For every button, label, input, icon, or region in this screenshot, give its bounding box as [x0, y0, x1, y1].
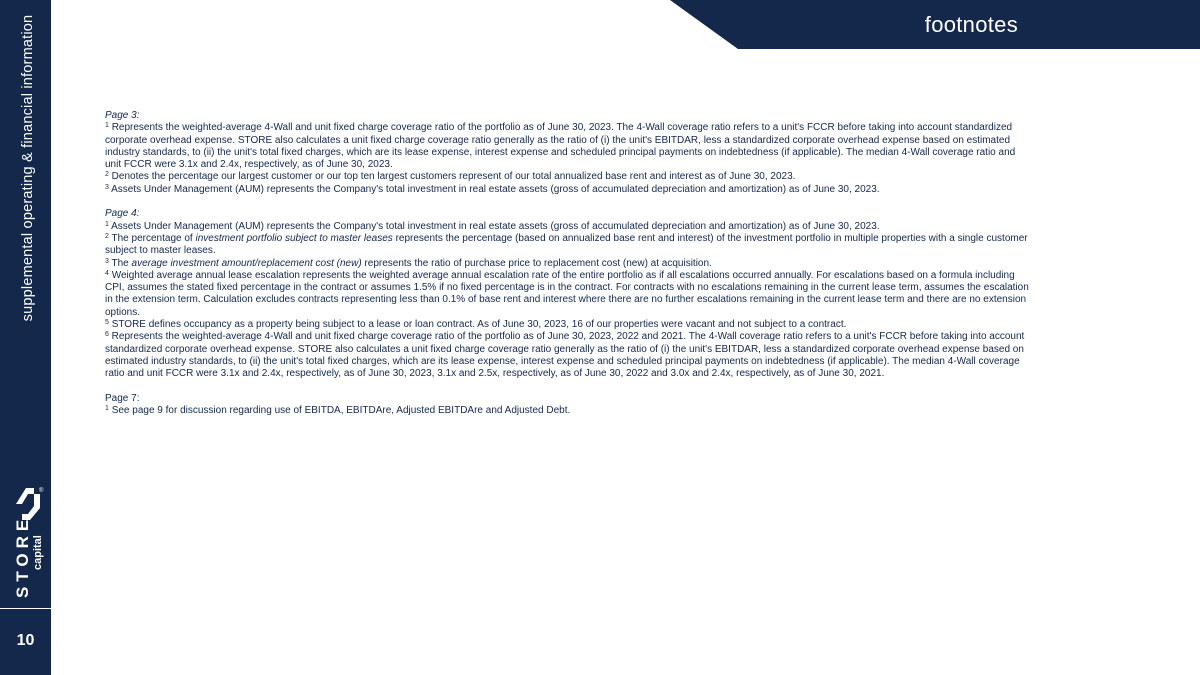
footnote: $^4$ Weighted average annual lease escalation represents the weighted average annual escalation rate of the entire portfolio as if all escalations occurred annually. For escalations based on a formula including CPI, assumes the stated fixed percentage in the contract or assumes 1.5% if no fixed percentage is in the contract. For contracts with no escalations remaining in the current lease term, assumes the escalation in the extension term. Calculation excludes contracts representing less than 0.1% of base rent and interest where there are no further escalations remaining in the current lease term and there are no extension options. [105, 269, 1029, 318]
footnote: $^2$ The percentage of investment portfolio subject to master leases represents the percentage (based on annualized base rent and interest) of the investment portfolio in multiple properties with a single customer subject to master leases. [105, 232, 1028, 257]
footnote: $^1$ Represents the weighted-average 4-Wall and unit fixed charge coverage ratio of the portfolio as of June 30, 2023. The 4-Wall coverage ratio refers to a unit's FCCR before taking into account standardized corporate overhead expense. STORE also calculates a unit fixed charge coverage ratio generally as the ratio of (i) the unit's EBITDAR, less a standardized corporate overhead expense based on estimated industry standards, to (ii) the unit's total fixed charges, which are its lease expense, interest expense and scheduled principal payments on indebtedness (if applicable). The median 4-Wall coverage ratio and unit FCCR were 3.1x and 2.4x, respectively, as of June 30, 2023. [105, 122, 1016, 171]
sidebar-divider [0, 608, 51, 609]
footnote: $^5$ STORE defines occupancy as a property being subject to a lease or loan contract. As of June 30, 2023, 16 of our properties were vacant and not subject to a contract. [105, 319, 847, 331]
sidebar-caption-text: supplemental operating & financial information [20, 14, 36, 322]
sidebar [0, 0, 51, 675]
footnote: $^6$ Represents the weighted-average 4-Wall and unit fixed charge coverage ratio of the portfolio as of June 30, 2023, 2022 and 2021. The 4-Wall coverage ratio refers to a unit's FCCR before taking into account standardized corporate overhead expense. STORE also calculates a unit fixed charge coverage ratio generally as the ratio of (i) the unit's EBITDAR, less a standardized corporate overhead expense based on estimated industry standards, to (ii) the unit's total fixed charges, which are its lease expense, interest expense and scheduled principal payments on indebtedness (if applicable). The median 4-Wall coverage ratio and unit FCCR were 3.1x and 2.4x, respectively, as of June 30, 2023, 3.1x and 2.5x, respectively, as of June 30, 2022 and 3.0x and 2.4x, respectively, as of June 30, 2021. [105, 331, 1025, 380]
page-title: footnotes [924, 12, 1018, 37]
sidebar-caption [0, 0, 51, 330]
logo-sub: capital [32, 535, 44, 570]
footnote: $^3$ The average investment amount/replacement cost (new) represents the ratio of purchase price to replacement cost (new) at acquisition. [105, 257, 712, 269]
footnote: $^1$ See page 9 for discussion regarding use of EBITDA, EBITDAre, Adjusted EBITDAre and Adjusted Debt. [105, 405, 571, 417]
footnote: $^1$ Assets Under Management (AUM) represents the Company's total investment in real estate assets (gross of accumulated depreciation and amortization) as of June 30, 2023. [105, 220, 880, 232]
logo-registered-mark: ® [39, 488, 44, 494]
store-capital-logo [8, 480, 48, 605]
footnote-section-label: Page 3: [105, 110, 140, 121]
footnotes-body [105, 110, 1030, 417]
footnote: $^2$ Denotes the percentage our largest customer or our top ten largest customers represent of our total annualized base rent and interest as of June 30, 2023. [105, 171, 796, 183]
footnote-section-label: Page 4: [105, 208, 140, 220]
footnote-section-label: Page 7: [105, 392, 140, 404]
page-number: 10 [16, 632, 35, 649]
logo-word: STORE [13, 514, 32, 598]
footnote: $^3$ Assets Under Management (AUM) represents the Company's total investment in real estate assets (gross of accumulated depreciation and amortization) as of June 30, 2023. [105, 183, 880, 195]
